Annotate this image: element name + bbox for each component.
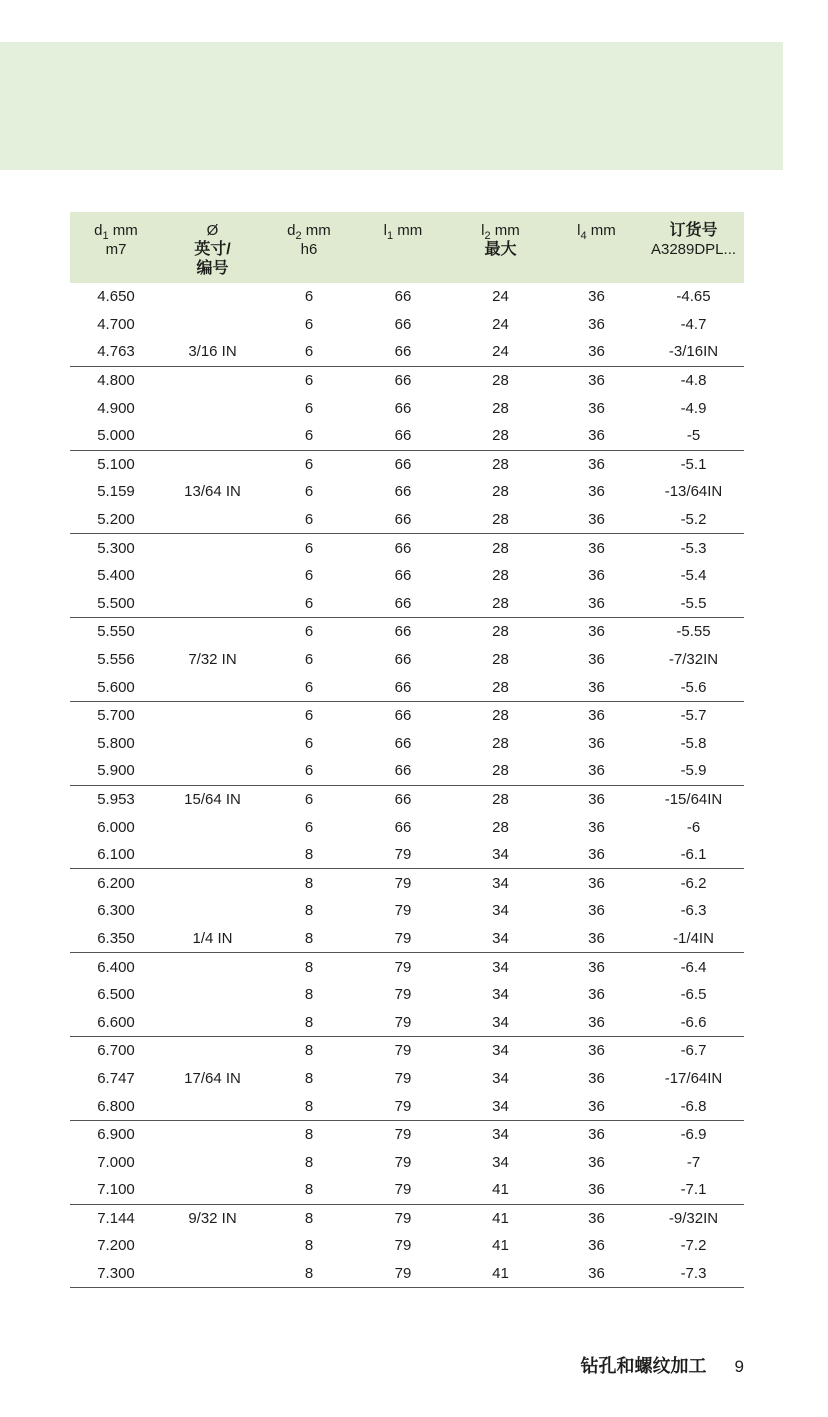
table-row: [70, 1092, 744, 1120]
table-cell: 66: [394, 539, 412, 557]
table-cell: 7/32 IN: [188, 651, 237, 669]
table-cell: 66: [394, 372, 412, 390]
table-cell: 36: [588, 1153, 605, 1171]
table-cell: -4.8: [680, 372, 707, 390]
table-cell: -6.7: [680, 1042, 707, 1060]
table-cell: 4.800: [97, 372, 135, 390]
table-cell: 24: [492, 315, 509, 333]
table-cell: -7: [686, 1153, 701, 1171]
table-cell: 66: [394, 567, 412, 585]
column-header-label: $l_4$ mm: [577, 222, 616, 242]
table-cell: -6.9: [680, 1126, 707, 1144]
table-cell: 6: [304, 455, 314, 473]
table-cell: 36: [588, 623, 605, 641]
table-row: [70, 925, 744, 953]
table-row: [70, 730, 744, 758]
table-cell: 36: [588, 678, 605, 696]
row-group: [70, 702, 744, 786]
page-footer: [70, 1352, 744, 1378]
table-cell: 79: [394, 1126, 412, 1144]
table-cell: 36: [588, 539, 605, 557]
table-cell: 79: [394, 1069, 412, 1087]
table-cell: 15/64 IN: [184, 790, 241, 808]
table-cell: 36: [588, 427, 605, 445]
table-cell: 79: [394, 1013, 412, 1031]
table-cell: 34: [492, 1013, 509, 1031]
table-cell: 8: [304, 1042, 314, 1060]
table-cell: 66: [394, 594, 412, 612]
column-header-order-number: [643, 221, 744, 283]
table-cell: 8: [304, 1069, 314, 1087]
table-cell: 36: [588, 707, 605, 725]
table-cell: 28: [492, 539, 509, 557]
table-row: [70, 590, 744, 618]
column-header-label: 订货号: [669, 222, 718, 239]
table-cell: -5.2: [680, 511, 707, 529]
table-cell: 6: [304, 343, 314, 361]
table-cell: 66: [394, 762, 412, 780]
table-cell: 28: [492, 483, 509, 501]
column-header-label: $l_2$ mm: [481, 222, 520, 242]
column-header-subline: h6: [300, 241, 318, 258]
table-cell: 13/64 IN: [184, 483, 241, 501]
table-cell: 6.100: [97, 846, 135, 864]
table-cell: 6: [304, 734, 314, 752]
column-header-subline: m7: [105, 241, 127, 258]
table-row: [70, 1260, 744, 1288]
table-cell: 66: [394, 427, 412, 445]
table-row: [70, 1121, 744, 1149]
table-cell: 34: [492, 958, 509, 976]
table-cell: 41: [492, 1265, 509, 1283]
table-cell: 8: [304, 1209, 314, 1227]
table-cell: 79: [394, 1042, 412, 1060]
table-cell: 5.900: [97, 762, 135, 780]
table-cell: -13/64IN: [664, 483, 723, 501]
table-cell: 66: [394, 623, 412, 641]
table-cell: 6.300: [97, 902, 135, 920]
table-cell: -9/32IN: [668, 1209, 719, 1227]
table-cell: -6.5: [680, 986, 707, 1004]
table-cell: 24: [492, 343, 509, 361]
table-cell: 66: [394, 343, 412, 361]
table-cell: 24: [492, 288, 509, 306]
table-cell: 1/4 IN: [192, 929, 233, 947]
table-cell: 6.350: [97, 929, 135, 947]
table-cell: 8: [304, 1181, 314, 1199]
column-header-label: $l_1$ mm: [383, 222, 423, 242]
table-cell: 8: [304, 874, 314, 892]
table-row: [70, 534, 744, 562]
table-cell: 6: [304, 594, 314, 612]
table-cell: -5.7: [680, 707, 707, 725]
table-cell: 36: [588, 1237, 605, 1255]
table-cell: 36: [588, 1013, 605, 1031]
table-cell: 28: [492, 651, 509, 669]
table-cell: 6.800: [97, 1097, 135, 1115]
table-cell: 36: [588, 1209, 605, 1227]
table-cell: 6: [304, 483, 314, 501]
table-cell: 6.400: [97, 958, 135, 976]
table-cell: 79: [394, 1181, 412, 1199]
table-cell: 6.900: [97, 1126, 135, 1144]
table-cell: -7.2: [680, 1237, 707, 1255]
table-cell: 36: [588, 455, 605, 473]
table-row: [70, 1148, 744, 1176]
top-banner: [0, 42, 783, 170]
table-cell: 36: [588, 902, 605, 920]
table-cell: -7.1: [680, 1181, 707, 1199]
table-cell: 17/64 IN: [184, 1069, 241, 1087]
column-header-label: $d_1$ mm: [94, 222, 138, 242]
table-row: [70, 394, 744, 422]
table-cell: 36: [588, 818, 605, 836]
table-cell: 34: [492, 1042, 509, 1060]
table-cell: -5.9: [680, 762, 707, 780]
column-header-l4-mm: [550, 221, 643, 283]
table-cell: -6.1: [680, 846, 707, 864]
table-cell: 6: [304, 315, 314, 333]
table-cell: 28: [492, 594, 509, 612]
table-cell: 36: [588, 483, 605, 501]
table-cell: 36: [588, 567, 605, 585]
table-cell: 8: [304, 1013, 314, 1031]
table-cell: 36: [588, 734, 605, 752]
table-cell: 66: [394, 288, 412, 306]
table-row: [70, 1037, 744, 1065]
table-cell: 36: [588, 315, 605, 333]
table-cell: 5.600: [97, 678, 135, 696]
table-cell: 28: [492, 455, 509, 473]
table-cell: 66: [394, 678, 412, 696]
table-cell: 8: [304, 986, 314, 1004]
table-cell: 5.700: [97, 707, 135, 725]
table-cell: 79: [394, 1097, 412, 1115]
table-cell: 66: [394, 734, 412, 752]
table-cell: 6: [304, 427, 314, 445]
table-row: [70, 646, 744, 674]
footer-section-title: 钻孔和螺纹加工: [580, 1356, 707, 1376]
table-cell: -6.2: [680, 874, 707, 892]
table-cell: 4.900: [97, 399, 135, 417]
table-cell: -5.3: [680, 539, 707, 557]
table-cell: 6: [304, 399, 314, 417]
table-cell: 6: [304, 818, 314, 836]
column-header-subline: 英寸/: [194, 241, 231, 258]
table-row: [70, 981, 744, 1009]
table-cell: -6.8: [680, 1097, 707, 1115]
table-cell: 28: [492, 372, 509, 390]
table-row: [70, 422, 744, 450]
table-cell: 79: [394, 846, 412, 864]
row-group: [70, 869, 744, 953]
table-header: [70, 212, 744, 283]
table-cell: 36: [588, 929, 605, 947]
table-cell: 36: [588, 1097, 605, 1115]
table-row: [70, 673, 744, 701]
table-row: [70, 283, 744, 311]
table-cell: 6.000: [97, 818, 135, 836]
table-cell: 8: [304, 958, 314, 976]
table-cell: 79: [394, 902, 412, 920]
table-cell: -5.1: [680, 455, 707, 473]
table-cell: 5.500: [97, 594, 135, 612]
table-cell: 36: [588, 1042, 605, 1060]
table-row: [70, 869, 744, 897]
row-group: [70, 1121, 744, 1205]
table-cell: 66: [394, 651, 412, 669]
table-body: [70, 283, 744, 1288]
column-header-subline: 编号: [196, 260, 229, 277]
table-row: [70, 1176, 744, 1204]
table-cell: 7.300: [97, 1265, 135, 1283]
product-table: [70, 212, 744, 1288]
table-cell: -6.4: [680, 958, 707, 976]
table-cell: 36: [588, 958, 605, 976]
table-cell: 79: [394, 874, 412, 892]
table-cell: 8: [304, 1126, 314, 1144]
table-row: [70, 1008, 744, 1036]
table-cell: 34: [492, 846, 509, 864]
table-cell: 79: [394, 1237, 412, 1255]
table-cell: 79: [394, 958, 412, 976]
table-cell: 6: [304, 762, 314, 780]
table-cell: 5.953: [97, 790, 135, 808]
table-cell: -6.6: [680, 1013, 707, 1031]
table-cell: 6.747: [97, 1069, 135, 1087]
table-cell: 6.700: [97, 1042, 135, 1060]
table-cell: -5.55: [676, 623, 711, 641]
table-cell: 36: [588, 790, 605, 808]
table-cell: 28: [492, 399, 509, 417]
row-group: [70, 283, 744, 367]
row-group: [70, 534, 744, 618]
table-cell: 8: [304, 846, 314, 864]
table-cell: 5.550: [97, 623, 135, 641]
table-cell: 36: [588, 594, 605, 612]
table-cell: -4.9: [680, 399, 707, 417]
table-row: [70, 478, 744, 506]
table-cell: 34: [492, 929, 509, 947]
table-cell: 34: [492, 902, 509, 920]
table-cell: 6: [304, 372, 314, 390]
table-cell: 36: [588, 651, 605, 669]
table-cell: 28: [492, 818, 509, 836]
table-cell: 28: [492, 790, 509, 808]
table-cell: 5.159: [97, 483, 135, 501]
table-cell: -5: [686, 427, 701, 445]
table-cell: 6.200: [97, 874, 135, 892]
table-cell: -17/64IN: [664, 1069, 723, 1087]
table-cell: -7/32IN: [668, 651, 719, 669]
table-cell: 8: [304, 1097, 314, 1115]
table-row: [70, 702, 744, 730]
table-row: [70, 1232, 744, 1260]
table-cell: 36: [588, 1126, 605, 1144]
table-cell: 5.400: [97, 567, 135, 585]
table-cell: 66: [394, 455, 412, 473]
table-cell: 7.144: [97, 1209, 135, 1227]
table-cell: 66: [394, 315, 412, 333]
row-group: [70, 786, 744, 870]
row-group: [70, 1205, 744, 1289]
table-cell: 34: [492, 874, 509, 892]
table-cell: 36: [588, 343, 605, 361]
table-cell: 28: [492, 567, 509, 585]
row-group: [70, 367, 744, 451]
table-row: [70, 562, 744, 590]
table-cell: 41: [492, 1237, 509, 1255]
table-cell: 5.300: [97, 539, 135, 557]
table-cell: 6.600: [97, 1013, 135, 1031]
table-cell: 4.700: [97, 315, 135, 333]
table-cell: 36: [588, 399, 605, 417]
table-cell: 36: [588, 874, 605, 892]
table-cell: 66: [394, 483, 412, 501]
table-cell: 36: [588, 1069, 605, 1087]
table-cell: 79: [394, 1265, 412, 1283]
table-cell: 6: [304, 539, 314, 557]
table-cell: 34: [492, 1153, 509, 1171]
table-cell: 5.556: [97, 651, 135, 669]
table-cell: 66: [394, 790, 412, 808]
column-header-diameter-inch: [162, 221, 263, 283]
table-cell: 8: [304, 1237, 314, 1255]
table-row: [70, 451, 744, 479]
table-cell: 6: [304, 707, 314, 725]
table-cell: 41: [492, 1209, 509, 1227]
table-cell: -4.7: [680, 315, 707, 333]
table-cell: 66: [394, 511, 412, 529]
table-row: [70, 338, 744, 366]
table-cell: 66: [394, 818, 412, 836]
table-cell: 28: [492, 511, 509, 529]
table-cell: 36: [588, 1181, 605, 1199]
table-cell: 34: [492, 986, 509, 1004]
table-cell: 36: [588, 846, 605, 864]
table-cell: 36: [588, 511, 605, 529]
table-row: [70, 897, 744, 925]
table-cell: 6: [304, 623, 314, 641]
table-cell: 8: [304, 929, 314, 947]
table-row: [70, 757, 744, 785]
table-cell: 6: [304, 651, 314, 669]
table-cell: 36: [588, 372, 605, 390]
column-header-subline: 最大: [484, 241, 517, 258]
table-cell: 79: [394, 986, 412, 1004]
table-row: [70, 506, 744, 534]
table-cell: 36: [588, 1265, 605, 1283]
table-cell: 28: [492, 707, 509, 725]
table-cell: -1/4IN: [673, 929, 714, 947]
table-cell: 36: [588, 288, 605, 306]
table-row: [70, 367, 744, 395]
table-row: [70, 1065, 744, 1093]
table-row: [70, 813, 744, 841]
column-header-d1-mm: [70, 221, 162, 283]
table-cell: 6: [304, 288, 314, 306]
table-cell: 79: [394, 1209, 412, 1227]
table-cell: 8: [304, 1153, 314, 1171]
table-cell: 41: [492, 1181, 509, 1199]
table-cell: 79: [394, 929, 412, 947]
row-group: [70, 618, 744, 702]
table-cell: 8: [304, 1265, 314, 1283]
table-cell: 9/32 IN: [188, 1209, 237, 1227]
table-cell: 36: [588, 986, 605, 1004]
table-cell: 66: [394, 707, 412, 725]
table-cell: 28: [492, 623, 509, 641]
table-cell: 34: [492, 1126, 509, 1144]
column-header-d2-mm: [263, 221, 355, 283]
table-cell: 8: [304, 902, 314, 920]
table-cell: 6: [304, 678, 314, 696]
table-cell: 7.000: [97, 1153, 135, 1171]
table-cell: 4.763: [97, 343, 135, 361]
table-cell: -6.3: [680, 902, 707, 920]
table-cell: 5.000: [97, 427, 135, 445]
table-cell: 3/16 IN: [188, 343, 237, 361]
table-cell: 5.100: [97, 455, 135, 473]
footer-page-number: 9: [734, 1357, 744, 1376]
table-cell: -5.8: [680, 734, 707, 752]
table-cell: 28: [492, 734, 509, 752]
table-cell: 79: [394, 1153, 412, 1171]
table-row: [70, 1205, 744, 1233]
row-group: [70, 1037, 744, 1121]
table-cell: 7.100: [97, 1181, 135, 1199]
column-header-l1-mm: [355, 221, 451, 283]
column-header-label: $d_2$ mm: [287, 222, 331, 242]
table-cell: 28: [492, 427, 509, 445]
table-cell: -3/16IN: [668, 343, 719, 361]
table-cell: 6: [304, 511, 314, 529]
table-cell: -15/64IN: [664, 790, 723, 808]
table-cell: 34: [492, 1097, 509, 1115]
table-cell: 28: [492, 678, 509, 696]
table-row: [70, 311, 744, 339]
table-cell: -7.3: [680, 1265, 707, 1283]
table-cell: -5.5: [680, 594, 707, 612]
table-cell: 28: [492, 762, 509, 780]
table-cell: 7.200: [97, 1237, 135, 1255]
table-cell: -6: [686, 818, 701, 836]
table-cell: 6: [304, 790, 314, 808]
table-cell: 6: [304, 567, 314, 585]
table-cell: 6.500: [97, 986, 135, 1004]
column-header-label: Ø: [206, 222, 219, 239]
table-cell: 5.200: [97, 511, 135, 529]
table-row: [70, 618, 744, 646]
column-header-l2-mm: [451, 221, 550, 283]
table-cell: -4.65: [676, 288, 711, 306]
table-cell: 36: [588, 762, 605, 780]
table-cell: 66: [394, 399, 412, 417]
table-cell: 4.650: [97, 288, 135, 306]
column-header-subline: A3289DPL...: [650, 241, 737, 258]
table-row: [70, 841, 744, 869]
row-group: [70, 451, 744, 535]
row-group: [70, 953, 744, 1037]
table-cell: -5.6: [680, 678, 707, 696]
table-cell: 34: [492, 1069, 509, 1087]
table-row: [70, 786, 744, 814]
table-row: [70, 953, 744, 981]
table-cell: 5.800: [97, 734, 135, 752]
table-cell: -5.4: [680, 567, 707, 585]
